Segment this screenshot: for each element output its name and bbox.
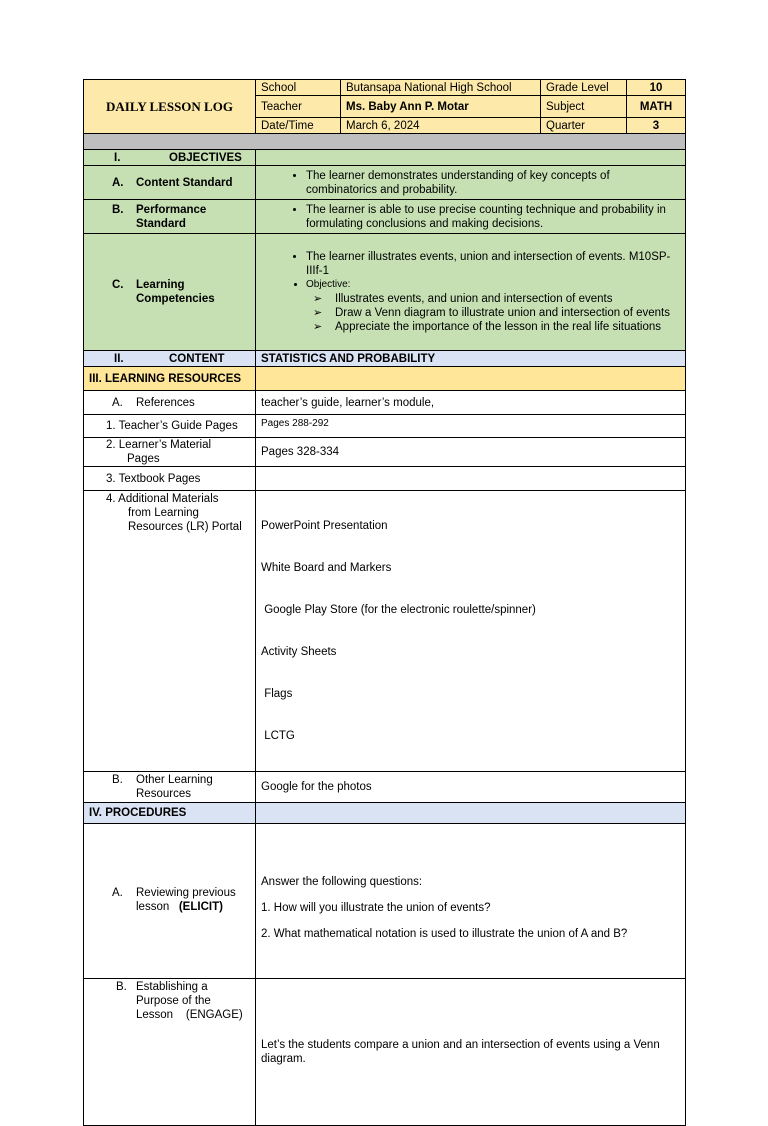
other-resources-num: B. [112, 774, 123, 786]
references-label: References [136, 396, 195, 409]
textbook-value [256, 467, 686, 491]
resources-empty [256, 367, 686, 391]
grade-label: Grade Level [541, 80, 627, 96]
tg-pages-row [84, 415, 686, 438]
performance-standard-cell [256, 200, 686, 234]
content-standard-num: A. [112, 176, 124, 189]
elicit-content-cell [256, 824, 686, 979]
date-label: Date/Time [256, 118, 341, 134]
gray-divider [84, 134, 686, 150]
performance-standard-row [84, 200, 686, 234]
elicit-label-2: lesson [136, 901, 170, 913]
subject-value: MATH [627, 96, 686, 118]
additional-row [84, 491, 686, 772]
quarter-value: 3 [627, 118, 686, 134]
objectives-num: I. [114, 151, 121, 164]
learning-competencies-cell [256, 234, 686, 351]
spacer-row [84, 134, 686, 150]
textbook-label: 3. Textbook Pages [84, 467, 256, 491]
content-row [84, 351, 686, 367]
objectives-title: OBJECTIVES [169, 151, 242, 164]
additional-label-cell [84, 491, 256, 772]
additional-label-3: Resources (LR) Portal [128, 521, 242, 533]
objectives-heading [84, 150, 256, 166]
grade-value: 10 [627, 80, 686, 96]
performance-standard-label: Performance Standard [136, 203, 207, 230]
procedures-empty [256, 803, 686, 824]
engage-label-1: Establishing a [136, 981, 208, 993]
learning-competencies-row [84, 234, 686, 351]
learning-competencies-label: Learning Competencies [136, 279, 215, 305]
performance-standard-text: • The learner is able to use precise counting technique and probability in formulating conclusions and making decisions. [306, 203, 680, 231]
additional-label-2: from Learning [128, 507, 199, 519]
elicit-question-1: 1. How will you illustrate the union of events? [261, 902, 491, 914]
tg-pages-value: Pages 288-292 [256, 415, 686, 438]
other-resources-value: Google for the photos [256, 772, 686, 803]
elicit-row [84, 824, 686, 979]
resources-heading: III. LEARNING RESOURCES [84, 367, 256, 391]
subject-label: Subject [541, 96, 627, 118]
elicit-tag: (ELICIT) [178, 901, 223, 913]
content-heading [84, 351, 256, 367]
lm-pages-row [84, 438, 686, 467]
resources-row [84, 367, 686, 391]
content-value: STATISTICS AND PROBABILITY [256, 351, 686, 367]
other-resources-label-1: Other Learning [136, 774, 213, 786]
engage-label-3: Lesson (ENGAGE) [136, 1009, 243, 1021]
content-standard-cell [256, 166, 686, 200]
additional-items-cell [256, 491, 686, 772]
objective-item-3: ➢ Appreciate the importance of the lesson in the real life situations [335, 320, 680, 334]
other-resources-label-cell [84, 772, 256, 803]
additional-item-4: Activity Sheets [261, 646, 337, 658]
tg-pages-label: 1. Teacher’s Guide Pages [84, 415, 256, 438]
content-standard-text: • The learner demonstrates understanding of key concepts of combinatorics and probability. [306, 169, 680, 197]
objectives-empty [256, 150, 686, 166]
teacher-value: Ms. Baby Ann P. Motar [341, 96, 541, 118]
elicit-intro: Answer the following questions: [261, 876, 423, 888]
objectives-row [84, 150, 686, 166]
school-value: Butansapa National High School [341, 80, 541, 96]
performance-standard-num: B. [112, 203, 124, 216]
lm-pages-label-cell [84, 438, 256, 467]
teacher-label: Teacher [256, 96, 341, 118]
content-standard-row [84, 166, 686, 200]
learning-competencies-num: C. [112, 279, 124, 291]
date-value: March 6, 2024 [341, 118, 541, 134]
performance-standard-label-cell [84, 200, 256, 234]
elicit-label-cell [84, 824, 256, 979]
other-resources-label-2: Resources [136, 788, 191, 800]
other-resources-row [84, 772, 686, 803]
additional-item-5: Flags [261, 688, 293, 700]
objective-label: • Objective: [306, 278, 680, 292]
content-title: CONTENT [169, 352, 225, 365]
doc-title: DAILY LESSON LOG [84, 80, 256, 134]
learning-competencies-label-cell [84, 234, 256, 351]
objective-item-2: ➢ Draw a Venn diagram to illustrate union and intersection of events [335, 306, 680, 320]
additional-label-1: 4. Additional Materials [106, 493, 219, 505]
engage-label-cell [84, 979, 256, 1126]
references-num: A. [112, 396, 123, 409]
engage-row [84, 979, 686, 1126]
lm-pages-value: Pages 328-334 [256, 438, 686, 467]
competency-text: • The learner illustrates events, union and intersection of events. M10SP-IIIf-1 [306, 250, 680, 278]
additional-item-2: White Board and Markers [261, 562, 392, 574]
engage-num: B. [116, 981, 127, 993]
content-standard-label: Content Standard [136, 176, 233, 189]
textbook-row [84, 467, 686, 491]
additional-item-3: Google Play Store (for the electronic roulette/spinner) [261, 604, 536, 616]
additional-item-6: LCTG [261, 730, 295, 742]
lesson-log-sheet [83, 79, 685, 1126]
lm-pages-label-1: 2. Learner’s Material [106, 439, 212, 451]
engage-content-cell [256, 979, 686, 1126]
procedures-row [84, 803, 686, 824]
lesson-log-table [83, 79, 686, 1126]
elicit-label-1: Reviewing previous [136, 887, 236, 899]
header-row-school [84, 80, 686, 96]
references-label-cell [84, 391, 256, 415]
additional-item-1: PowerPoint Presentation [261, 520, 388, 532]
engage-text: Let’s the students compare a union and an intersection of events using a Venn diagram. [261, 1039, 660, 1065]
content-standard-label-cell [84, 166, 256, 200]
lm-pages-label-2: Pages [127, 453, 160, 465]
references-row [84, 391, 686, 415]
content-num: II. [114, 352, 124, 365]
elicit-num: A. [112, 887, 123, 899]
objective-item-1: ➢ Illustrates events, and union and intersection of events [335, 292, 680, 306]
procedures-heading: IV. PROCEDURES [84, 803, 256, 824]
school-label: School [256, 80, 341, 96]
engage-label-2: Purpose of the [136, 995, 211, 1007]
quarter-label: Quarter [541, 118, 627, 134]
references-value: teacher’s guide, learner’s module, [256, 391, 686, 415]
elicit-question-2: 2. What mathematical notation is used to illustrate the union of A and B? [261, 928, 628, 940]
